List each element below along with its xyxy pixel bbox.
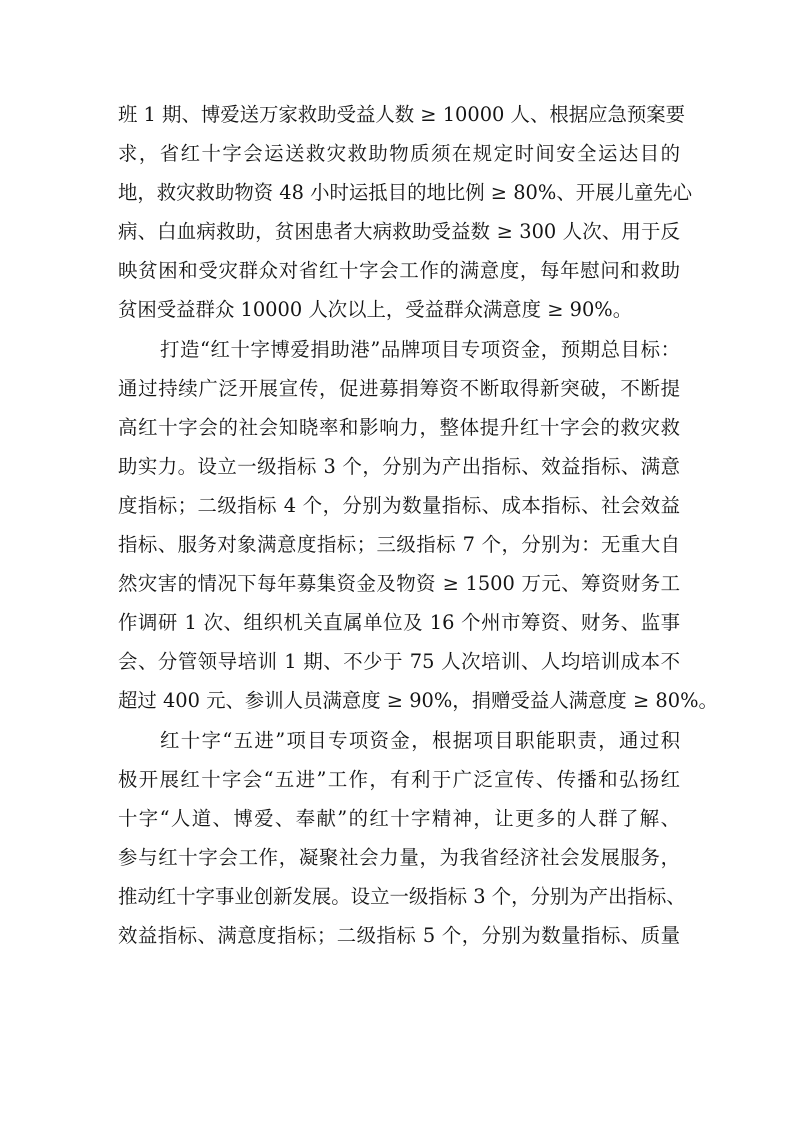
text-line: 求，省红十字会运送救灾救助物质须在规定时间安全运达目的 bbox=[118, 142, 680, 166]
text-line: 贫困受益群众 10000 人次以上，受益群众满意度 ≥ 90%。 bbox=[118, 298, 633, 322]
body-text bbox=[118, 95, 718, 955]
text-line: 效益指标、满意度指标；二级指标 5 个，分别为数量指标、质量 bbox=[118, 923, 680, 947]
text-line: 会、分管领导培训 1 期、不少于 75 人次培训、人均培训成本不 bbox=[118, 650, 680, 674]
text-line: 推动红十字事业创新发展。设立一级指标 3 个，分别为产出指标、 bbox=[118, 884, 686, 908]
text-line: 然灾害的情况下每年募集资金及物资 ≥ 1500 万元、筹资财务工 bbox=[118, 572, 680, 596]
text-line: 病、白血病救助，贫困患者大病救助受益数 ≥ 300 人次、用于反 bbox=[118, 220, 680, 244]
text-line: 极开展红十字会“五进”工作，有利于广泛宣传、传播和弘扬红 bbox=[118, 767, 680, 791]
text-line: 地，救灾救助物资 48 小时运抵目的地比例 ≥ 80%、开展儿童先心 bbox=[118, 181, 693, 205]
text-line: 参与红十字会工作，凝聚社会力量，为我省经济社会发展服务， bbox=[118, 845, 680, 869]
text-line: 高红十字会的社会知晓率和影响力，整体提升红十字会的救灾救 bbox=[118, 415, 680, 439]
text-line: 作调研 1 次、组织机关直属单位及 16 个州市筹资、财务、监事 bbox=[118, 611, 680, 635]
text-line: 班 1 期、博爱送万家救助受益人数 ≥ 10000 人、根据应急预案要 bbox=[118, 103, 686, 126]
text-line: 通过持续广泛开展宣传，促进募捐筹资不断取得新突破，不断提 bbox=[118, 376, 680, 400]
text-line: 映贫困和受灾群众对省红十字会工作的满意度，每年慰问和救助 bbox=[118, 259, 680, 283]
text-line: 助实力。设立一级指标 3 个，分别为产出指标、效益指标、满意 bbox=[118, 454, 680, 478]
text-line: 指标、服务对象满意度指标；三级指标 7 个，分别为：无重大自 bbox=[118, 533, 680, 557]
text-line: 打造“红十字博爱捐助港”品牌项目专项资金，预期总目标： bbox=[160, 337, 680, 361]
text-line: 超过 400 元、参训人员满意度 ≥ 90%，捐赠受益人满意度 ≥ 80%。 bbox=[118, 689, 718, 713]
text-line: 红十字“五进”项目专项资金，根据项目职能职责，通过积 bbox=[160, 728, 680, 752]
text-line: 十字“人道、博爱、奉献”的红十字精神，让更多的人群了解、 bbox=[118, 806, 680, 830]
text-line: 度指标；二级指标 4 个，分别为数量指标、成本指标、社会效益 bbox=[118, 493, 680, 517]
